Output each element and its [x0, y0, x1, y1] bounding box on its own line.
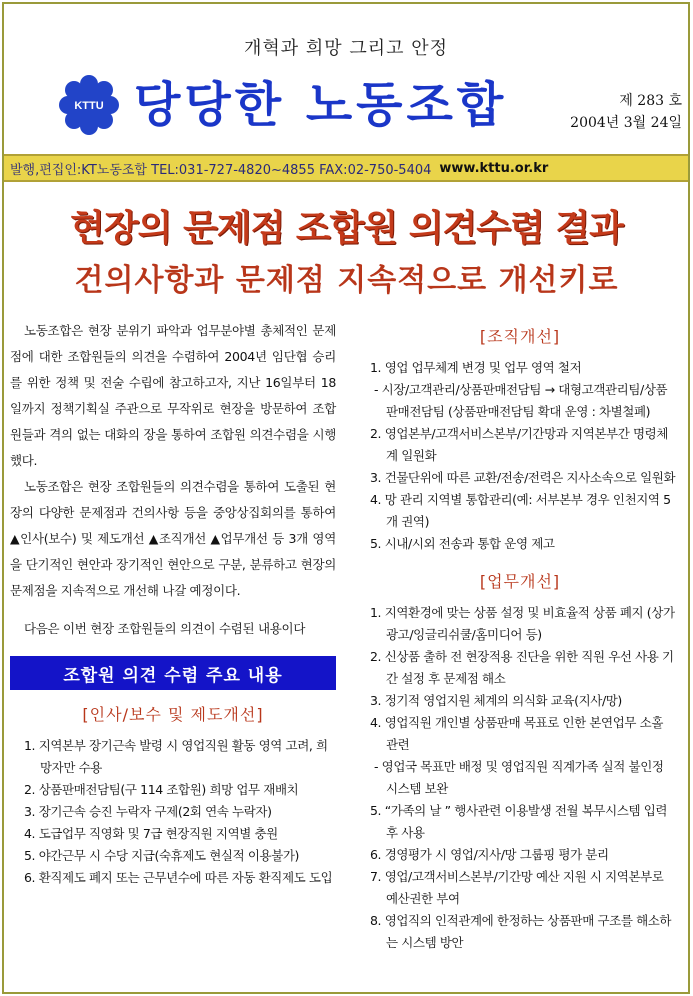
issue-date: 2004년 3월 24일 — [570, 115, 682, 131]
headline-sub: 건의사항과 문제점 지속적으로 개선키로 — [74, 263, 619, 298]
list-item: 4. 도급업무 직영화 및 7급 현장직원 지역별 충원 — [24, 826, 278, 841]
organization-list — [362, 357, 678, 555]
business-list — [362, 602, 678, 954]
list-item: 6. 환직제도 폐지 또는 근무년수에 따른 자동 환직제도 도입 — [24, 870, 333, 885]
section-title-personnel: [인사/보수 및 제도개선] — [82, 705, 264, 724]
list-item: 6. 경영평가 시 영업/지사/망 그룹핑 평가 분리 — [370, 847, 609, 862]
list-item: - 시장/고객관리/상품판매전담팀 → 대형고객관리팀/상품판매전담팀 (상품판매전담팀 확대 운영 : 차별철폐) — [374, 382, 668, 419]
list-item: 5. “가족의 날 ” 행사관련 이용발생 전월 복무시스템 입력 후 사용 — [370, 803, 668, 840]
list-item: 8. 영업직의 인적관계에 한정하는 상품판매 구조를 해소하는 시스템 방안 — [370, 913, 672, 950]
right-column — [362, 314, 678, 954]
body-paragraph-3: 다음은 이번 현장 조합원들의 의견이 수렴된 내용이다 — [24, 621, 306, 636]
kttu-logo-icon — [58, 74, 120, 136]
list-item: 7. 영업/고객서비스본부/기간망 예산 지원 시 지역본부로 예산권한 부여 — [370, 869, 664, 906]
list-item: 3. 장기근속 승진 누락자 구제(2회 연속 누락자) — [24, 804, 272, 819]
list-item: 5. 야간근무 시 수당 지급(숙휴제도 현실적 이용불가) — [24, 848, 300, 863]
body-paragraph-2: 노동조합은 현장 조합원들의 의견수렴을 통하여 도출된 현장의 다양한 문제점과 건의사항 등을 중앙상집회의를 통하여 ▲인사(보수) 및 제도개선 ▲조직개선 ▲업무개선 등 3개 영역을 단기적인 현안과 장기적인 현안으로 구분, 분류하고 현장의 문제점을 지속적으로 개선해 나갈 예정이다. — [10, 479, 336, 598]
paper-title: 당당한 노동조합 — [134, 77, 508, 133]
issue-info — [552, 90, 682, 134]
list-item: 2. 상품판매전담팀(구 114 조합원) 희망 업무 재배치 — [24, 782, 299, 797]
list-item: 1. 지역본부 장기근속 발령 시 영업직원 활동 영역 고려, 희망자만 수용 — [24, 738, 328, 775]
list-item: 1. 영업 업무체계 변경 및 업무 영역 철저 — [370, 360, 582, 375]
headline-main: 현장의 문제점 조합원 의견수렴 결과 — [70, 208, 623, 249]
body-paragraph-1: 노동조합은 현장 분위기 파악과 업무분야별 총체적인 문제점에 대한 조합원들의 의견을 수렴하여 2004년 임단협 승리를 위한 정책 및 전술 수립에 참고하고자, 지난 16일부터 18일까지 정책기획실 주관으로 무작위로 현장을 방문하여 조합원들과 격의 없는 대화의 장을 통하여 조합원 의견수렴을 시행했다. — [10, 323, 336, 468]
left-column — [10, 318, 336, 889]
masthead — [4, 4, 688, 152]
publisher-info: 발행,편집인:KT노동조합 TEL:031-727-4820~4855 FAX:02-750-5404 — [10, 162, 432, 178]
summary-banner: 조합원 의견 수렴 주요 내용 — [10, 656, 336, 690]
list-item: 3. 정기적 영업지원 체계의 의식화 교육(지사/망) — [370, 693, 622, 708]
logo-text: KTTU — [74, 100, 104, 112]
publisher-bar — [4, 154, 688, 182]
list-item: 2. 영업본부/고객서비스본부/기간망과 지역본부간 명령체계 일원화 — [370, 426, 668, 463]
issue-number: 제 283 호 — [619, 93, 682, 109]
section-title-business: [업무개선] — [479, 572, 561, 591]
section-title-organization: [조직개선] — [479, 327, 561, 346]
list-item: 5. 시내/시외 전송과 통합 운영 제고 — [370, 536, 555, 551]
list-item: 3. 건물단위에 따른 교환/전송/전력은 지사소속으로 일원화 — [370, 470, 676, 485]
list-item: - 영업국 목표만 배정 및 영업직원 직계가족 실적 불인정 시스템 보완 — [374, 759, 664, 796]
list-item: 4. 망 관리 지역별 통합관리(예: 서부본부 경우 인천지역 5개 권역) — [370, 492, 671, 529]
list-item: 1. 지역환경에 맞는 상품 설정 및 비효율적 상품 폐지 (상가광고/잉글리쉬쿨/홈미디어 등) — [370, 605, 675, 642]
website-link[interactable]: www.kttu.or.kr — [439, 160, 549, 176]
slogan: 개혁과 희망 그리고 안정 — [243, 38, 449, 59]
list-item: 2. 신상품 출하 전 현장적용 진단을 위한 직원 우선 사용 기간 설정 후 문제점 해소 — [370, 649, 674, 686]
list-item: 4. 영업직원 개인별 상품판매 목표로 인한 본연업무 소홀 관련 — [370, 715, 663, 752]
personnel-list — [10, 735, 336, 889]
